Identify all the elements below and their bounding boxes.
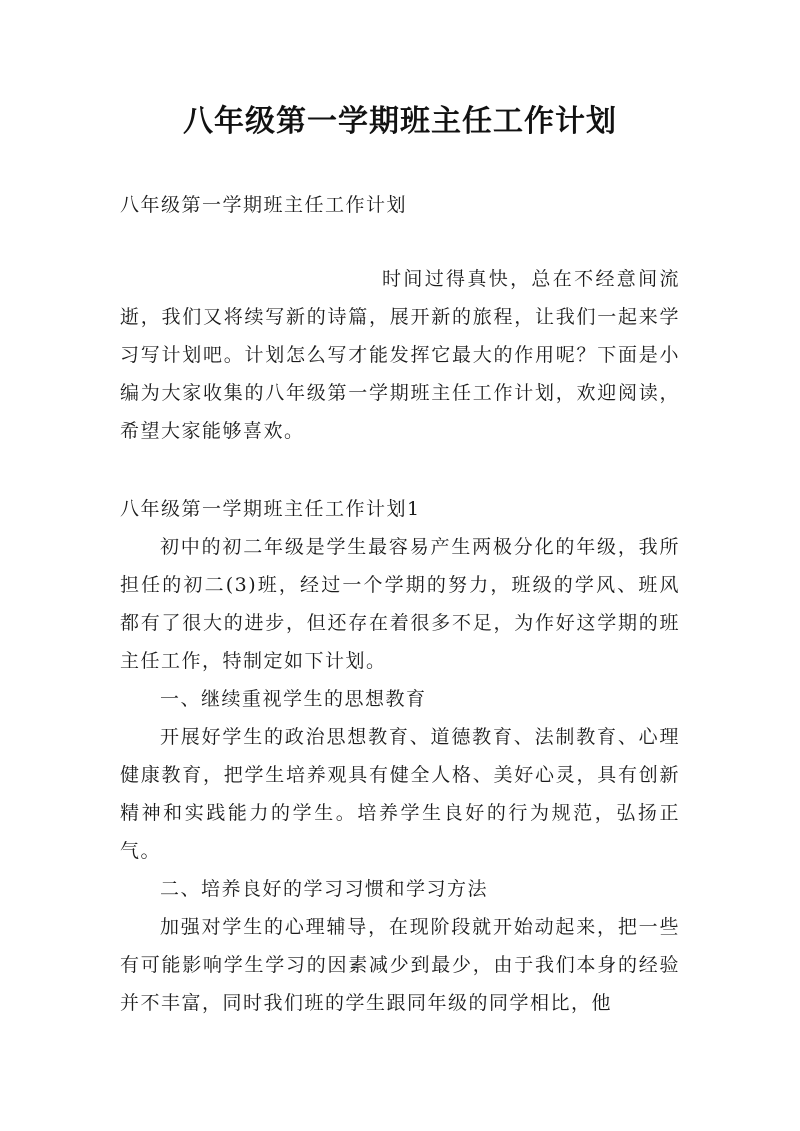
section1-paragraph: 开展好学生的政治思想教育、道德教育、法制教育、心理健康教育，把学生培养观具有健全人格、美好心灵，具有创新精神和实践能力的学生。培养学生良好的行为规范，弘扬正气。	[120, 726, 680, 862]
section2-heading: 二、培养良好的学习习惯和学习方法	[160, 878, 489, 900]
document-subtitle: 八年级第一学期班主任工作计划	[120, 194, 408, 216]
plan-section	[120, 490, 680, 1022]
section2-paragraph: 加强对学生的心理辅导，在现阶段就开始动起来，把一些有可能影响学生学习的因素减少到最少，由于我们本身的经验并不丰富，同时我们班的学生跟同年级的同学相比，他	[120, 916, 680, 1014]
document-title: 八年级第一学期班主任工作计划	[183, 104, 617, 139]
plan1-paragraph: 初中的初二年级是学生最容易产生两极分化的年级，我所担任的初二(3)班，经过一个学期的努力，班级的学风、班风都有了很大的进步，但还存在着很多不足，为作好这学期的班主任工作，特制定如下计划。	[120, 536, 680, 672]
plan1-heading: 八年级第一学期班主任工作计划1	[120, 498, 421, 520]
intro-paragraph: 时间过得真快，总在不经意间流逝，我们又将续写新的诗篇，展开新的旅程，让我们一起来学习写计划吧。计划怎么写才能发挥它最大的作用呢？下面是小编为大家收集的八年级第一学期班主任工作计划，欢迎阅读，希望大家能够喜欢。	[120, 268, 680, 442]
section1-heading: 一、继续重视学生的思想教育	[160, 688, 427, 710]
